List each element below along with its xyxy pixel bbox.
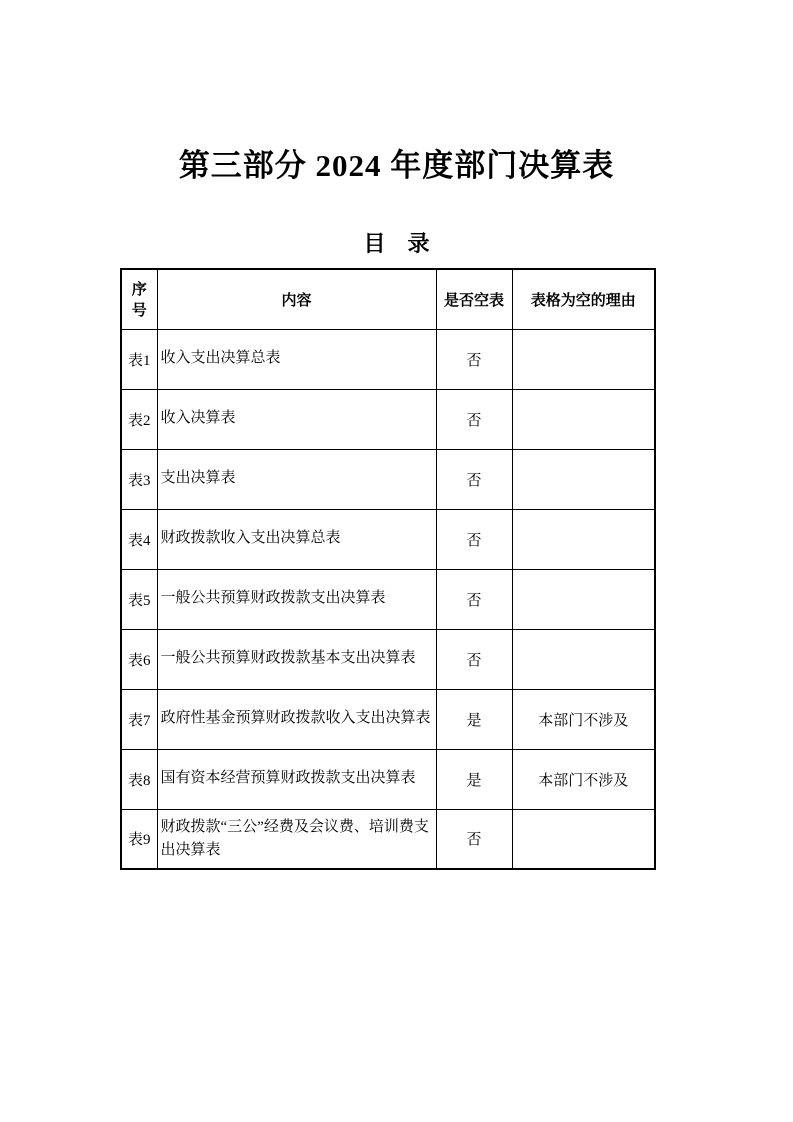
cell-no: 表2 [121, 389, 157, 449]
table-row [121, 329, 655, 389]
cell-reason [512, 389, 655, 449]
table-row [121, 629, 655, 689]
table-row [121, 749, 655, 809]
table-row [121, 449, 655, 509]
cell-content: 国有资本经营预算财政拨款支出决算表 [157, 749, 436, 809]
table-row [121, 509, 655, 569]
cell-content: 收入决算表 [157, 389, 436, 449]
cell-empty-flag: 否 [436, 449, 512, 509]
cell-reason [512, 509, 655, 569]
table-row [121, 689, 655, 749]
cell-reason [512, 629, 655, 689]
cell-empty-flag: 否 [436, 629, 512, 689]
cell-no: 表9 [121, 809, 157, 869]
cell-content: 财政拨款“三公”经费及会议费、培训费支出决算表 [157, 809, 436, 869]
cell-reason [512, 329, 655, 389]
table-row [121, 389, 655, 449]
toc-heading: 目 录 [363, 231, 430, 256]
cell-empty-flag: 是 [436, 749, 512, 809]
cell-no: 表4 [121, 509, 157, 569]
document-title: 第三部分 2024 年度部门决算表 [178, 148, 615, 183]
table-row [121, 569, 655, 629]
col-header-reason: 表格为空的理由 [512, 269, 655, 329]
table-row [121, 809, 655, 869]
cell-empty-flag: 否 [436, 569, 512, 629]
cell-content: 财政拨款收入支出决算总表 [157, 509, 436, 569]
cell-no: 表7 [121, 689, 157, 749]
cell-empty-flag: 否 [436, 809, 512, 869]
cell-no: 表8 [121, 749, 157, 809]
cell-content: 政府性基金预算财政拨款收入支出决算表 [157, 689, 436, 749]
cell-content: 收入支出决算总表 [157, 329, 436, 389]
table-header-row [121, 269, 655, 329]
toc-table [120, 268, 656, 870]
cell-no: 表5 [121, 569, 157, 629]
cell-no: 表3 [121, 449, 157, 509]
cell-reason: 本部门不涉及 [512, 749, 655, 809]
cell-reason [512, 809, 655, 869]
col-header-no: 序号 [121, 269, 157, 329]
cell-empty-flag: 是 [436, 689, 512, 749]
cell-empty-flag: 否 [436, 389, 512, 449]
col-header-content: 内容 [157, 269, 436, 329]
cell-content: 支出决算表 [157, 449, 436, 509]
cell-reason: 本部门不涉及 [512, 689, 655, 749]
cell-no: 表1 [121, 329, 157, 389]
cell-reason [512, 449, 655, 509]
col-header-empty-flag: 是否空表 [436, 269, 512, 329]
cell-empty-flag: 否 [436, 329, 512, 389]
cell-content: 一般公共预算财政拨款基本支出决算表 [157, 629, 436, 689]
cell-empty-flag: 否 [436, 509, 512, 569]
cell-reason [512, 569, 655, 629]
cell-no: 表6 [121, 629, 157, 689]
cell-content: 一般公共预算财政拨款支出决算表 [157, 569, 436, 629]
